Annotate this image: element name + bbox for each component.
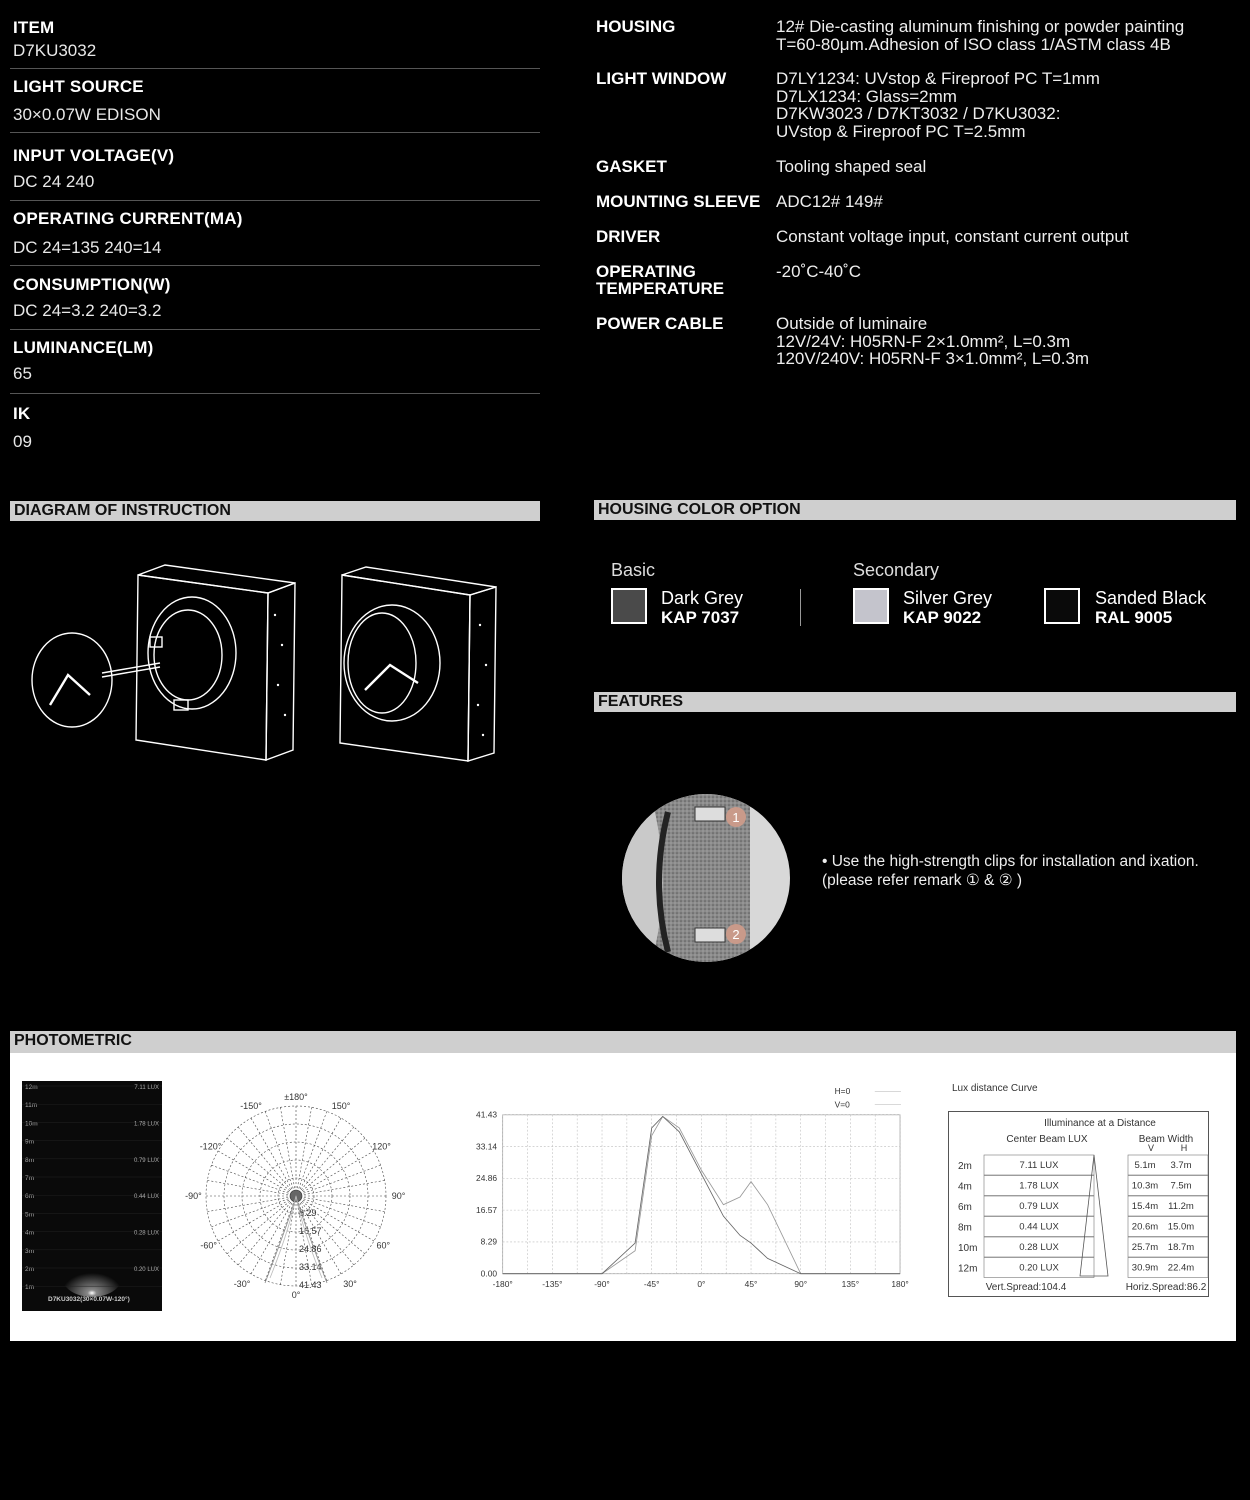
polar-angle-label: -120° bbox=[199, 1141, 222, 1152]
clip-detail-image bbox=[620, 792, 795, 967]
x-tick-label: 135° bbox=[841, 1278, 860, 1289]
polar-spoke bbox=[207, 1180, 296, 1196]
spec-label: GASKET bbox=[596, 157, 667, 176]
box-front-face bbox=[340, 575, 470, 761]
y-tick-label: 24.86 bbox=[476, 1173, 498, 1184]
polar-angle-label: 0° bbox=[291, 1290, 301, 1300]
divider bbox=[10, 265, 540, 266]
mounting-sleeve-inner bbox=[154, 610, 222, 700]
beam-lux-label: 7.11 LUX bbox=[134, 1085, 159, 1091]
spec-label: MOUNTING SLEEVE bbox=[596, 192, 761, 211]
spec-label-luminance: LUMINANCE(LM) bbox=[13, 338, 154, 357]
beam-distance-label: 10m bbox=[25, 1120, 38, 1128]
legend-label: H=0 bbox=[834, 1086, 851, 1097]
x-tick-label: 180° bbox=[891, 1278, 909, 1289]
feature-line-2: (please refer remark ① & ② ) bbox=[822, 872, 1023, 889]
beam-width-v: 30.9m bbox=[1131, 1262, 1159, 1274]
color-code: KAP 7037 bbox=[661, 608, 740, 627]
beam-width-h: 7.5m bbox=[1170, 1180, 1192, 1192]
color-name: Sanded Black bbox=[1095, 588, 1207, 608]
polar-spoke bbox=[296, 1118, 341, 1196]
spec-value-luminance: 65 bbox=[13, 364, 32, 383]
polar-ring-label: 41.43 bbox=[299, 1280, 322, 1290]
spec-value: Outside of luminaire 12V/24V: H05RN-F 2×1.0mm², L=0.3m 120V/240V: H05RN-F 3×1.0mm², L=0.3m bbox=[776, 314, 1090, 368]
lux-distance: 4m bbox=[958, 1181, 972, 1193]
spec-label: OPERATING TEMPERATURE bbox=[596, 262, 725, 298]
spec-label: HOUSING bbox=[596, 17, 676, 36]
spec-label-item: ITEM bbox=[13, 18, 55, 37]
polar-angle-label: 30° bbox=[343, 1279, 357, 1290]
color-option-silver-grey bbox=[903, 589, 992, 627]
beam-distance-label: 7m bbox=[25, 1175, 35, 1182]
beam-lux-label: 1.78 LUX bbox=[133, 1121, 159, 1128]
polar-angle-label: -30° bbox=[233, 1279, 251, 1290]
color-code: RAL 9005 bbox=[1095, 608, 1173, 627]
x-tick-label: -135° bbox=[542, 1278, 563, 1289]
spec-label: DRIVER bbox=[596, 227, 661, 246]
x-tick-label: -180° bbox=[492, 1278, 513, 1289]
color-option-sanded-black bbox=[1095, 589, 1206, 627]
beam-distance-label: 11m bbox=[25, 1102, 38, 1110]
polar-spoke bbox=[296, 1127, 354, 1196]
spec-value: ADC12# 149# bbox=[776, 192, 883, 211]
beam-width-v: 5.1m bbox=[1134, 1160, 1156, 1171]
luminaire-window bbox=[50, 675, 90, 705]
polar-angle-label: -90° bbox=[185, 1191, 202, 1201]
spec-value-item: D7KU3032 bbox=[13, 41, 97, 60]
polar-spoke bbox=[251, 1118, 296, 1196]
divider bbox=[10, 200, 540, 201]
beam-width-label: Beam Width bbox=[1138, 1134, 1194, 1145]
installation-diagram bbox=[20, 555, 540, 770]
color-option-dark-grey bbox=[661, 589, 743, 627]
beam-lux-label: 0.79 LUX bbox=[133, 1157, 159, 1164]
spec-value: D7LY1234: UVstop & Fireproof PC T=1mm D7LX1234: Glass=2mm D7KW3023 / D7KT3032 / D7KU3032: UVstop & Fireproof PC T=2.5mm bbox=[776, 69, 1100, 141]
divider bbox=[10, 68, 540, 69]
x-tick-label: -90° bbox=[594, 1278, 610, 1289]
horiz-spread: Horiz.Spread:86.2 bbox=[1125, 1282, 1207, 1293]
h-label: H bbox=[1180, 1143, 1188, 1153]
box-top-face bbox=[342, 567, 496, 595]
beam-lux-label: 0.20 LUX bbox=[133, 1267, 159, 1273]
beam-distance-label: 5m bbox=[25, 1211, 35, 1219]
lux-value: 7.11 LUX bbox=[1019, 1160, 1059, 1171]
x-tick-label: 0° bbox=[697, 1278, 706, 1289]
lux-subtitle: Illuminance at a Distance bbox=[1044, 1118, 1156, 1129]
feature-text bbox=[822, 852, 1199, 890]
center-beam-label: Center Beam LUX bbox=[1006, 1134, 1088, 1145]
beam-width-h: 15.0m bbox=[1167, 1221, 1195, 1233]
polar-spoke bbox=[280, 1107, 296, 1196]
beam-width-h: 18.7m bbox=[1167, 1242, 1195, 1253]
beam-lux-label: 0.44 LUX bbox=[133, 1194, 159, 1201]
spec-value: -20˚C-40˚C bbox=[776, 262, 862, 281]
feature-line-1: • Use the high-strength clips for installation and ixation. bbox=[822, 853, 1199, 870]
luminaire-mounted-inner bbox=[348, 613, 416, 713]
color-group-basic: Basic bbox=[611, 560, 656, 580]
beam-width-v: 10.3m bbox=[1131, 1180, 1159, 1192]
polar-spoke bbox=[218, 1151, 296, 1196]
polar-ring-label: 8.29 bbox=[299, 1208, 317, 1218]
lux-distance: 12m bbox=[958, 1263, 978, 1275]
section-bar-photometric: PHOTOMETRIC bbox=[10, 1031, 1236, 1053]
polar-angle-label: -60° bbox=[200, 1240, 218, 1251]
y-tick-label: 0.00 bbox=[480, 1268, 498, 1279]
polar-spoke bbox=[296, 1111, 327, 1196]
vert-spread: Vert.Spread:104.4 bbox=[985, 1282, 1067, 1293]
spec-value-ik: 09 bbox=[13, 432, 32, 451]
lux-value: 0.28 LUX bbox=[1019, 1242, 1059, 1253]
spec-label: POWER CABLE bbox=[596, 314, 724, 333]
y-tick-label: 41.43 bbox=[476, 1109, 498, 1120]
spec-value: Constant voltage input, constant current output bbox=[776, 227, 1129, 246]
divider bbox=[10, 132, 540, 133]
polar-spoke bbox=[296, 1107, 312, 1196]
color-name: Dark Grey bbox=[661, 588, 744, 608]
beam-width-v: 25.7m bbox=[1131, 1242, 1159, 1253]
polar-spoke bbox=[296, 1180, 385, 1196]
marker-2: 2 bbox=[732, 927, 740, 942]
lux-value: 0.20 LUX bbox=[1019, 1262, 1059, 1274]
polar-spoke bbox=[296, 1151, 374, 1196]
polar-spoke bbox=[280, 1196, 296, 1285]
beam-distance-label: 1m bbox=[25, 1284, 35, 1292]
polar-spoke bbox=[238, 1127, 296, 1196]
spec-value-input-voltage: DC 24 240 bbox=[13, 172, 95, 191]
x-tick-label: -45° bbox=[643, 1278, 660, 1289]
photometric-panel bbox=[10, 1053, 1236, 1341]
beam-width-v: 20.6m bbox=[1131, 1221, 1159, 1233]
polar-angle-label: ±180° bbox=[284, 1092, 308, 1102]
spec-label-ik: IK bbox=[13, 404, 31, 423]
beam-distance-label: 6m bbox=[25, 1193, 35, 1201]
lux-distance: 6m bbox=[958, 1202, 972, 1213]
spec-value-light-source: 30×0.07W EDISON bbox=[13, 105, 161, 124]
polar-angle-label: 90° bbox=[391, 1191, 406, 1201]
beam-width-h: 22.4m bbox=[1167, 1262, 1195, 1274]
polar-angle-label: -150° bbox=[240, 1101, 262, 1111]
v-label: V bbox=[1147, 1143, 1155, 1153]
beam-distance-label: 9m bbox=[25, 1138, 35, 1146]
lux-distance: 8m bbox=[958, 1222, 972, 1234]
beam-width-h: 11.2m bbox=[1168, 1201, 1194, 1212]
section-bar-housing-color: HOUSING COLOR OPTION bbox=[594, 500, 1236, 520]
beam-distance-label: 3m bbox=[25, 1247, 35, 1255]
box-top-face bbox=[138, 565, 295, 593]
polar-spoke bbox=[218, 1196, 296, 1241]
beam-distance-label: 8m bbox=[25, 1156, 35, 1164]
luminaire-window bbox=[365, 665, 418, 690]
polar-spoke bbox=[296, 1165, 381, 1196]
polar-angle-label: 60° bbox=[376, 1240, 391, 1251]
spec-label-light-source: LIGHT SOURCE bbox=[13, 77, 144, 96]
color-group-secondary: Secondary bbox=[853, 560, 940, 580]
spec-label-input-voltage: INPUT VOLTAGE(V) bbox=[13, 146, 175, 165]
spec-value-operating-current: DC 24=135 240=14 bbox=[13, 238, 162, 257]
polar-spoke bbox=[227, 1138, 296, 1196]
polar-spoke bbox=[265, 1111, 296, 1196]
box-side-face bbox=[266, 583, 295, 760]
mounting-sleeve-outer bbox=[148, 597, 236, 709]
polar-diagram bbox=[170, 1078, 420, 1313]
color-name: Silver Grey bbox=[903, 588, 993, 608]
lux-distance-table bbox=[948, 1111, 1238, 1301]
beam-width-h: 3.7m bbox=[1170, 1160, 1192, 1171]
polar-angle-label: 150° bbox=[331, 1101, 351, 1111]
spec-label: LIGHT WINDOW bbox=[596, 69, 727, 88]
beam-distance-label: 4m bbox=[25, 1229, 35, 1237]
color-swatch-dark-grey[interactable] bbox=[611, 588, 647, 624]
lux-value: 0.44 LUX bbox=[1019, 1221, 1059, 1233]
lux-distance: 10m bbox=[958, 1243, 978, 1254]
polar-ring-label: 24.86 bbox=[299, 1244, 322, 1254]
polar-spoke bbox=[211, 1165, 296, 1196]
x-tick-label: 90° bbox=[794, 1278, 808, 1289]
section-bar-diagram: DIAGRAM OF INSTRUCTION bbox=[10, 501, 540, 521]
spec-label-operating-current: OPERATING CURRENT(MA) bbox=[13, 209, 243, 228]
beam-lux-label: 0.28 LUX bbox=[133, 1230, 159, 1237]
y-tick-label: 16.57 bbox=[476, 1204, 498, 1215]
beam-distance-label: 12m bbox=[25, 1084, 38, 1091]
spec-label-consumption: CONSUMPTION(W) bbox=[13, 275, 171, 294]
lux-distance: 2m bbox=[958, 1161, 972, 1172]
beam-image bbox=[22, 1081, 162, 1311]
beam-caption: D7KU3032(30×0.07W-120°) bbox=[48, 1296, 130, 1303]
divider bbox=[10, 393, 540, 394]
divider bbox=[800, 589, 801, 626]
lux-title: Lux distance Curve bbox=[952, 1083, 1038, 1094]
spec-value: Tooling shaped seal bbox=[776, 157, 927, 176]
distribution-chart bbox=[440, 1083, 930, 1313]
color-swatch-silver-grey[interactable] bbox=[853, 588, 889, 624]
color-swatch-sanded-black[interactable] bbox=[1044, 588, 1080, 624]
polar-spoke bbox=[251, 1196, 296, 1274]
luminaire-mounted-outer bbox=[344, 605, 440, 721]
beam-width-v: 15.4m bbox=[1131, 1201, 1159, 1212]
spec-value-consumption: DC 24=3.2 240=3.2 bbox=[13, 301, 162, 320]
polar-angle-label: 120° bbox=[372, 1141, 391, 1152]
lux-value: 1.78 LUX bbox=[1019, 1180, 1059, 1192]
y-tick-label: 33.14 bbox=[476, 1141, 498, 1152]
color-code: KAP 9022 bbox=[903, 608, 982, 627]
beam-glow bbox=[62, 1257, 122, 1297]
x-tick-label: 45° bbox=[744, 1278, 758, 1289]
legend-label: V=0 bbox=[834, 1099, 850, 1110]
polar-ring-label: 16.57 bbox=[299, 1226, 322, 1236]
divider bbox=[10, 329, 540, 330]
beam-distance-label: 2m bbox=[25, 1266, 35, 1273]
lux-value: 0.79 LUX bbox=[1019, 1201, 1059, 1212]
spec-value: 12# Die-casting aluminum finishing or powder painting T=60-80μm.Adhesion of ISO class 1/ASTM class 4B bbox=[776, 17, 1185, 54]
marker-1: 1 bbox=[732, 810, 740, 825]
y-tick-label: 8.29 bbox=[480, 1236, 498, 1247]
polar-ring-label: 33.14 bbox=[299, 1262, 322, 1272]
section-bar-features: FEATURES bbox=[594, 692, 1236, 712]
polar-spoke bbox=[207, 1196, 296, 1212]
polar-spoke bbox=[227, 1196, 296, 1254]
polar-spoke bbox=[296, 1138, 365, 1196]
